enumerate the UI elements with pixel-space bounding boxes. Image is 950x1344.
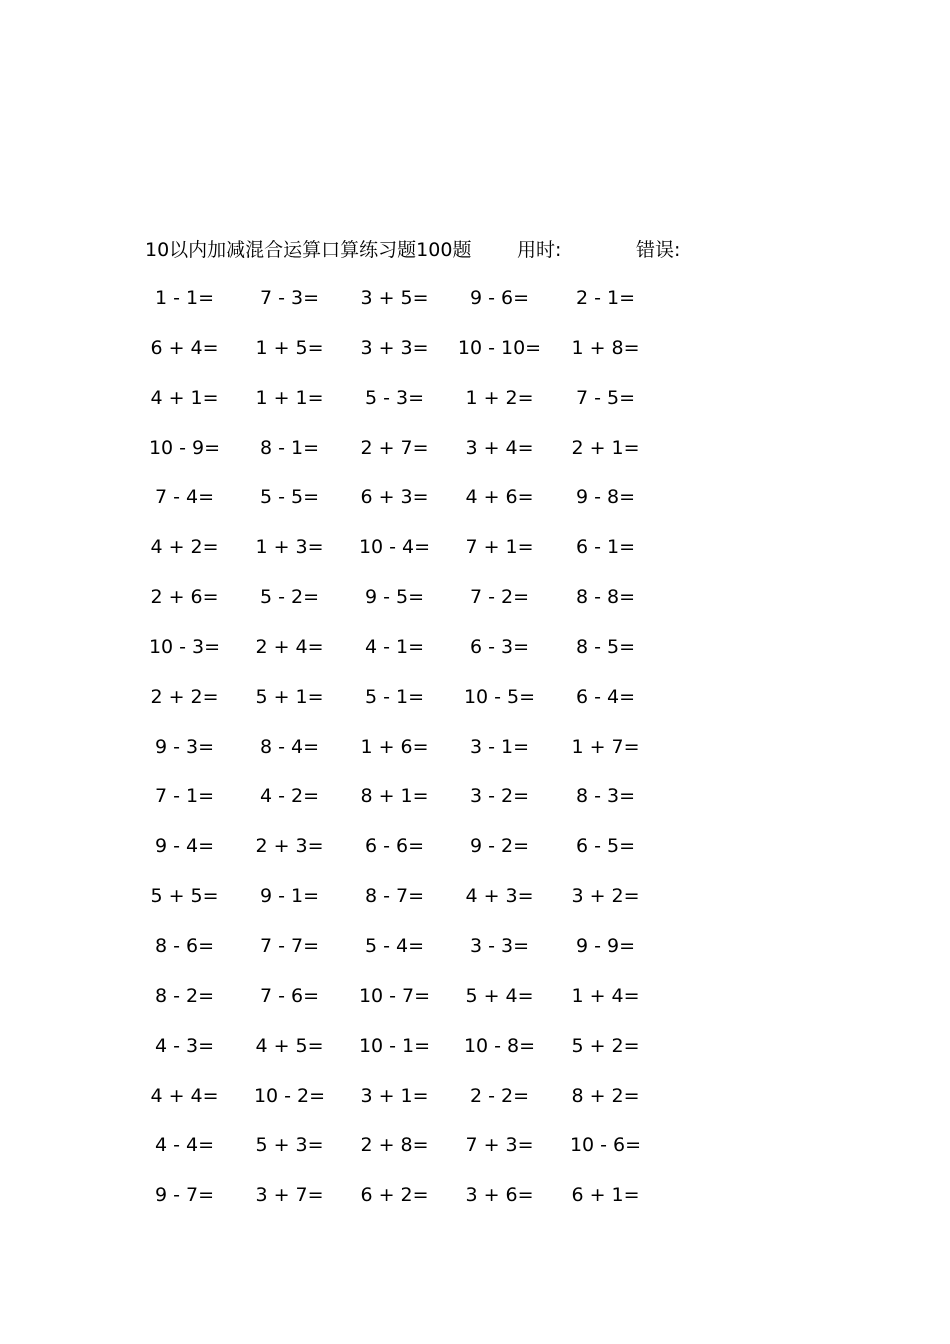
problem-item: 8 - 2= (154, 984, 215, 1007)
problem-item: 6 - 5= (575, 835, 636, 858)
problem-item: 2 + 3= (255, 835, 324, 858)
problem-item: 1 + 6= (360, 735, 429, 758)
problem-item: 9 - 6= (469, 287, 530, 309)
problem-item: 7 + 3= (465, 1134, 534, 1157)
problem-item: 9 - 4= (154, 835, 215, 858)
problem-item: 4 - 2= (259, 785, 320, 808)
problem-item: 8 - 4= (259, 735, 320, 758)
problem-item: 9 - 8= (575, 486, 636, 509)
problem-item: 5 + 5= (150, 885, 219, 908)
problem-item: 7 - 4= (154, 486, 215, 509)
problem-item: 2 - 2= (469, 1084, 530, 1107)
problem-row (145, 1181, 705, 1231)
problem-row (145, 583, 705, 633)
problem-item: 4 - 3= (154, 1034, 215, 1057)
problem-item: 9 - 3= (154, 735, 215, 758)
problem-item: 8 + 1= (360, 785, 429, 808)
problem-item: 6 - 1= (575, 536, 636, 559)
problem-item: 7 - 6= (259, 984, 320, 1007)
problem-item: 9 - 5= (364, 586, 425, 609)
problem-item: 5 - 1= (364, 685, 425, 708)
problem-row (145, 1082, 705, 1132)
problem-item: 5 - 5= (259, 486, 320, 509)
problem-item: 6 + 3= (360, 486, 429, 509)
problem-item: 10 - 9= (148, 436, 221, 459)
problem-item: 4 - 1= (364, 635, 425, 658)
problem-item: 4 + 4= (150, 1084, 219, 1107)
problem-item: 7 - 7= (259, 934, 320, 957)
problem-item: 7 + 1= (465, 536, 534, 559)
problem-item: 10 - 6= (569, 1134, 642, 1157)
problem-row (145, 434, 705, 484)
problem-item: 3 - 3= (469, 934, 530, 957)
problem-row (145, 733, 705, 783)
problem-item: 9 - 9= (575, 934, 636, 957)
worksheet-header (145, 236, 745, 264)
problem-item: 8 - 1= (259, 436, 320, 459)
problem-item: 8 - 7= (364, 885, 425, 908)
worksheet-title: 10以内加减混合运算口算练习题100题 (145, 239, 472, 261)
problem-item: 10 - 5= (463, 685, 536, 708)
problem-item: 10 - 10= (457, 336, 542, 359)
problem-item: 7 - 1= (154, 785, 215, 808)
problem-item: 2 + 6= (150, 586, 219, 609)
problem-item: 6 - 3= (469, 635, 530, 658)
problem-item: 3 + 1= (360, 1084, 429, 1107)
problem-item: 8 - 3= (575, 785, 636, 808)
problem-item: 6 - 4= (575, 685, 636, 708)
problem-item: 1 + 4= (571, 984, 640, 1007)
time-used-label: 用时: (517, 239, 562, 261)
problem-item: 4 + 3= (465, 885, 534, 908)
problem-item: 5 + 1= (255, 685, 324, 708)
problem-item: 6 - 6= (364, 835, 425, 858)
problem-item: 7 - 2= (469, 586, 530, 609)
problem-item: 10 - 3= (148, 635, 221, 658)
problem-item: 3 - 1= (469, 735, 530, 758)
problem-item: 3 - 2= (469, 785, 530, 808)
problem-row (145, 284, 705, 334)
problem-item: 9 - 2= (469, 835, 530, 858)
problem-item: 4 + 5= (255, 1034, 324, 1057)
errors-label: 错误: (636, 239, 681, 261)
problem-item: 10 - 1= (358, 1034, 431, 1057)
problem-item: 5 - 3= (364, 386, 425, 409)
problem-item: 10 - 4= (358, 536, 431, 559)
problem-item: 4 + 2= (150, 536, 219, 559)
problem-row (145, 334, 705, 384)
problem-item: 5 + 2= (571, 1034, 640, 1057)
problem-item: 8 - 8= (575, 586, 636, 609)
problem-item: 1 - 1= (154, 287, 215, 309)
problem-item: 1 + 5= (255, 336, 324, 359)
problem-item: 3 + 7= (255, 1184, 324, 1207)
problem-item: 3 + 3= (360, 336, 429, 359)
problem-row (145, 384, 705, 434)
problem-item: 1 + 2= (465, 386, 534, 409)
problem-row (145, 1032, 705, 1082)
problem-item: 8 - 6= (154, 934, 215, 957)
problem-item: 1 + 3= (255, 536, 324, 559)
problem-item: 9 - 1= (259, 885, 320, 908)
problem-item: 9 - 7= (154, 1184, 215, 1207)
problem-item: 3 + 5= (360, 287, 429, 309)
problem-item: 3 + 2= (571, 885, 640, 908)
problem-item: 10 - 8= (463, 1034, 536, 1057)
problem-item: 2 + 4= (255, 635, 324, 658)
problem-item: 5 + 4= (465, 984, 534, 1007)
problem-item: 1 + 8= (571, 336, 640, 359)
problem-item: 1 + 7= (571, 735, 640, 758)
problem-row (145, 982, 705, 1032)
problem-item: 5 - 4= (364, 934, 425, 957)
problem-item: 4 + 6= (465, 486, 534, 509)
problem-grid (145, 284, 705, 1231)
problem-item: 7 - 3= (259, 287, 320, 309)
problem-item: 8 - 5= (575, 635, 636, 658)
problem-row (145, 533, 705, 583)
problem-row (145, 932, 705, 982)
problem-item: 2 - 1= (575, 287, 636, 309)
problem-item: 3 + 6= (465, 1184, 534, 1207)
problem-item: 4 - 4= (154, 1134, 215, 1157)
problem-item: 3 + 4= (465, 436, 534, 459)
problem-row (145, 782, 705, 832)
problem-row (145, 483, 705, 533)
problem-item: 10 - 7= (358, 984, 431, 1007)
problem-row (145, 633, 705, 683)
problem-item: 2 + 7= (360, 436, 429, 459)
problem-item: 5 - 2= (259, 586, 320, 609)
problem-item: 5 + 3= (255, 1134, 324, 1157)
problem-item: 2 + 1= (571, 436, 640, 459)
problem-row (145, 1131, 705, 1181)
problem-item: 1 + 1= (255, 386, 324, 409)
problem-item: 10 - 2= (253, 1084, 326, 1107)
problem-item: 7 - 5= (575, 386, 636, 409)
problem-item: 2 + 2= (150, 685, 219, 708)
problem-item: 2 + 8= (360, 1134, 429, 1157)
problem-row (145, 832, 705, 882)
problem-item: 4 + 1= (150, 386, 219, 409)
problem-row (145, 683, 705, 733)
problem-row (145, 882, 705, 932)
problem-item: 6 + 4= (150, 336, 219, 359)
problem-item: 8 + 2= (571, 1084, 640, 1107)
problem-item: 6 + 1= (571, 1184, 640, 1207)
problem-item: 6 + 2= (360, 1184, 429, 1207)
